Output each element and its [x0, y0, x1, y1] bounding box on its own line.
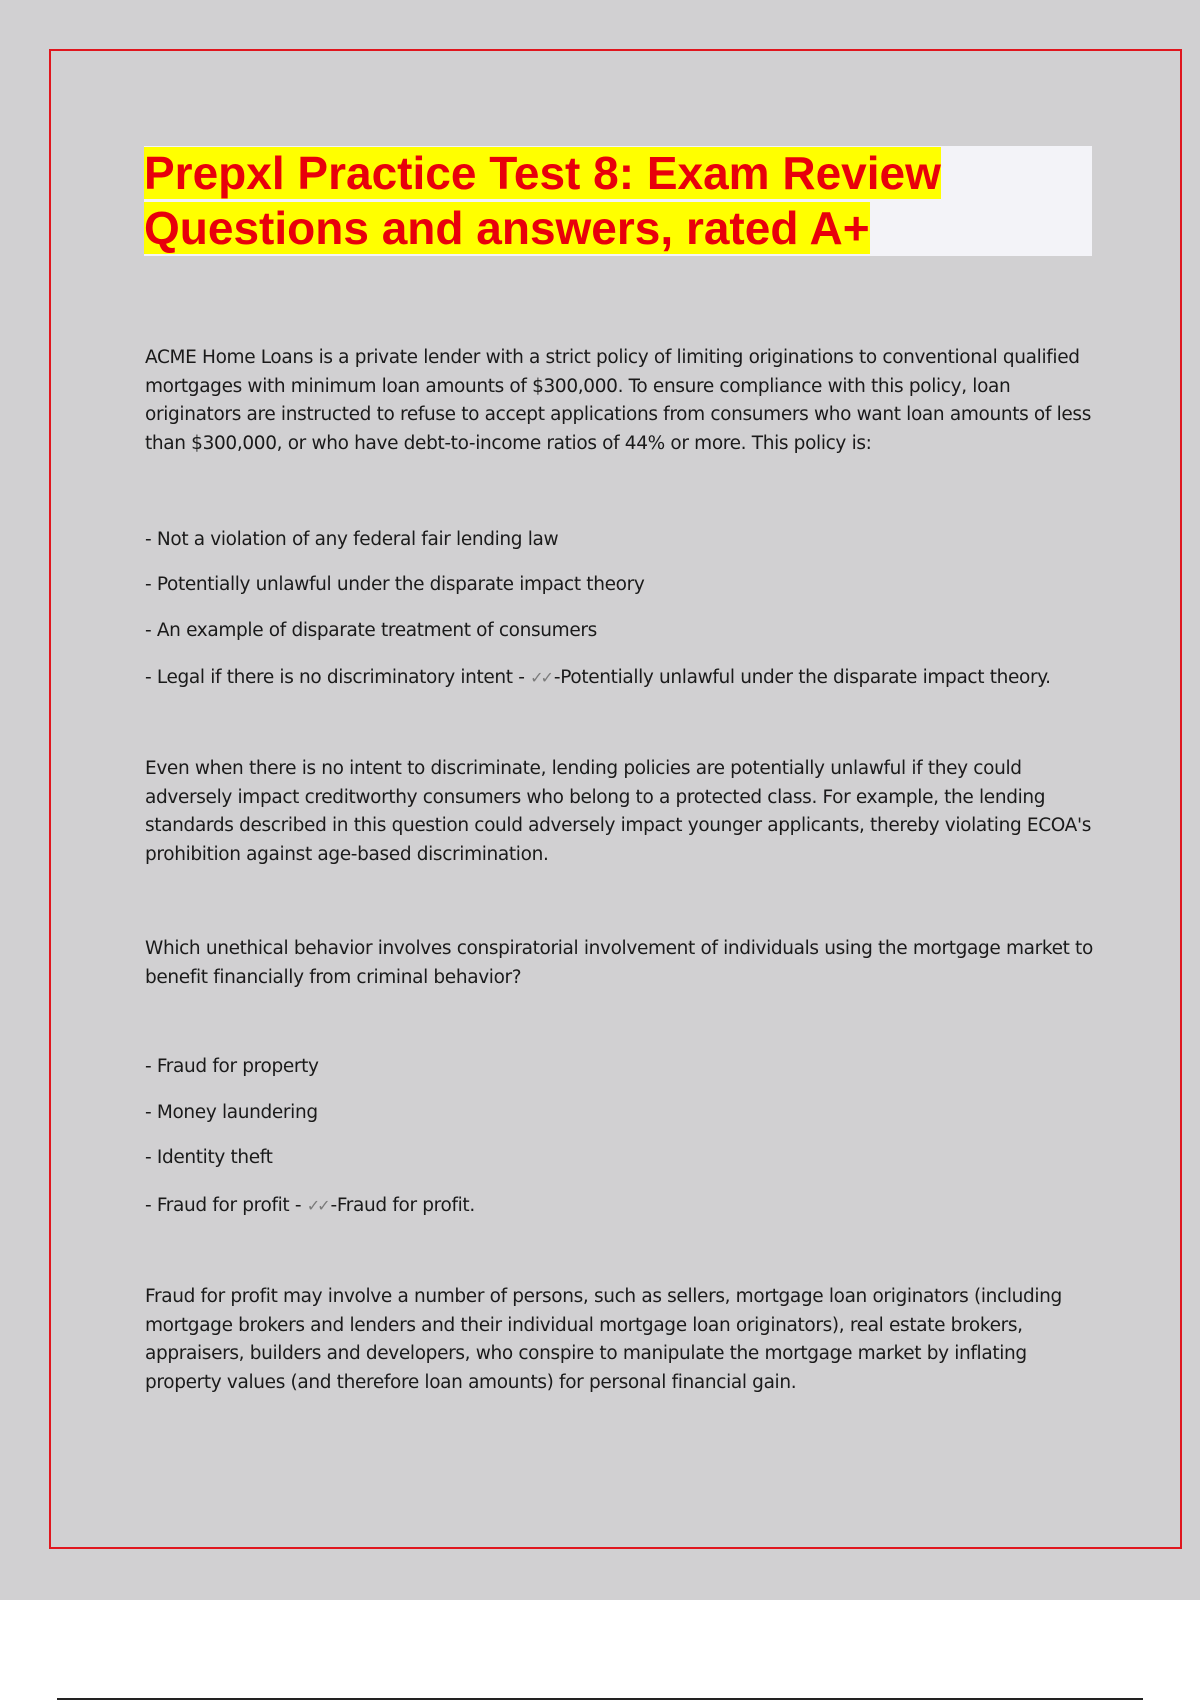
question-2-option-3: - Identity theft [145, 1147, 273, 1168]
question-1-option-3: - An example of disparate treatment of consumers [145, 620, 597, 641]
question-1-option-2: - Potentially unlawful under the disparate impact theory [145, 574, 645, 595]
question-1-option-4-label: - Legal if there is no discriminatory intent - [145, 667, 531, 688]
double-check-icon: ✓✓ [306, 1196, 328, 1215]
question-2-option-4-label: - Fraud for profit - [145, 1195, 307, 1216]
question-2-text: Which unethical behavior involves conspiratorial involvement of individuals using the mortgage market to benefit financially from criminal behavior? [145, 938, 1093, 988]
question-1-text: ACME Home Loans is a private lender with a strict policy of limiting originations to conventional qualified mortgages with minimum loan amounts of $300,000. To ensure compliance with this policy, loan originators are instructed to refuse to accept applications from consumers who want loan amounts of less than $300,000, or who have debt-to-income ratios of 44% or more. This policy is: [145, 347, 1091, 454]
question-1-option-4 [145, 664, 1051, 692]
question-1-option-1: - Not a violation of any federal fair lending law [145, 529, 559, 550]
document-title [144, 146, 1092, 256]
title-block [144, 146, 1092, 256]
question-2-explanation: Fraud for profit may involve a number of persons, such as sellers, mortgage loan originators (including mortgage brokers and lenders and their individual mortgage loan originators), real estate brokers, appraisers, builders and developers, who conspire to manipulate the mortgage market by inflating property values (and therefore loan amounts) for personal financial gain. [145, 1286, 1062, 1393]
question-2-option-4 [145, 1192, 475, 1220]
double-check-icon: ✓✓ [530, 668, 551, 687]
title-line-2: Questions and answers, rated A+ [144, 202, 870, 254]
question-1-explanation: Even when there is no intent to discriminate, lending policies are potentially unlawful if they could adversely impact creditworthy consumers who belong to a protected class. For example, the lending standards described in this question could adversely impact younger applicants, thereby violating ECOA's prohibition against age-based discrimination. [145, 758, 1092, 865]
question-2-option-1: - Fraud for property [145, 1056, 319, 1077]
title-line-1: Prepxl Practice Test 8: Exam Review [144, 147, 941, 199]
question-1-answer: -Potentially unlawful under the disparate impact theory. [553, 667, 1051, 688]
question-2-answer: -Fraud for profit. [330, 1195, 475, 1216]
question-2-option-2: - Money laundering [145, 1102, 318, 1123]
